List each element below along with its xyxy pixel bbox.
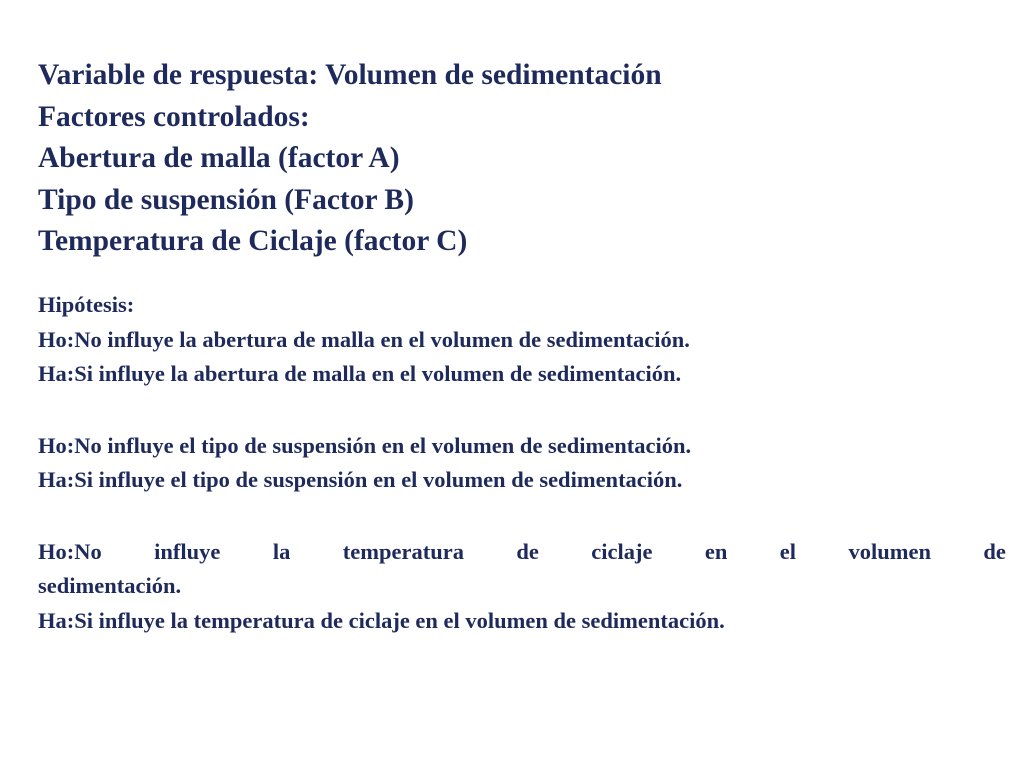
- word: temperatura: [342, 538, 464, 564]
- null-hypothesis-c-continuation: sedimentación.: [38, 573, 182, 598]
- word: Ho:No: [38, 538, 102, 564]
- factor-c-line: Temperatura de Ciclaje (factor C): [38, 225, 468, 257]
- word: la: [272, 538, 291, 564]
- word: influye: [154, 538, 221, 564]
- word: volumen: [848, 538, 931, 564]
- null-hypothesis-b: Ho:No influye el tipo de suspensión en el volumen de sedimentación.: [38, 432, 692, 458]
- alt-hypothesis-b: Ha:Si influye el tipo de suspensión en el volumen de sedimentación.: [38, 467, 683, 492]
- word: de: [983, 538, 1006, 564]
- factor-b-line: Tipo de suspensión (Factor B): [38, 183, 414, 216]
- controlled-factors-heading: Factores controlados:: [38, 100, 310, 133]
- response-variable-line: Variable de respuesta: Volumen de sedimentación: [38, 59, 662, 91]
- hypotheses-title: Hipótesis:: [38, 292, 135, 317]
- word: en: [704, 538, 728, 564]
- alt-hypothesis-a: Ha:Si influye la abertura de malla en el volumen de sedimentación.: [38, 361, 682, 386]
- null-hypothesis-c: [38, 535, 1006, 570]
- word: de: [516, 538, 539, 564]
- hypotheses-section: [38, 288, 1006, 638]
- null-hypothesis-a: Ho:No influye la abertura de malla en el volumen de sedimentación.: [38, 326, 690, 352]
- word: el: [779, 538, 797, 564]
- alt-hypothesis-c: Ha:Si influye la temperatura de ciclaje en el volumen de sedimentación.: [38, 607, 725, 633]
- factor-a-line: Abertura de malla (factor A): [38, 142, 400, 174]
- spacer: [38, 498, 1006, 535]
- word: ciclaje: [591, 538, 653, 564]
- spacer: [38, 392, 1006, 429]
- factors-section: [38, 55, 988, 263]
